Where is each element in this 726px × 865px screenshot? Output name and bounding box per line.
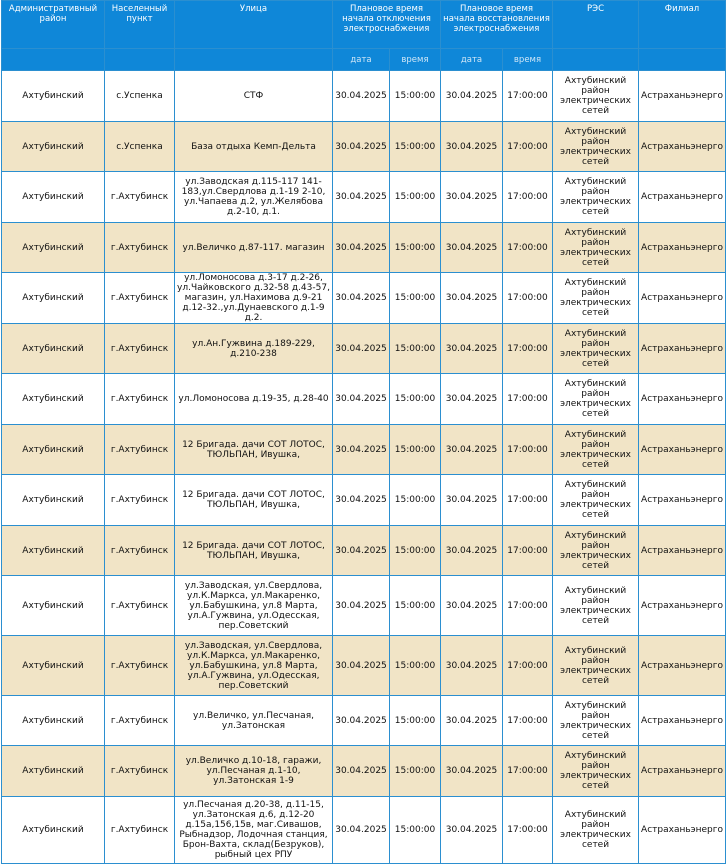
cell-district: Ахтубинский xyxy=(2,71,105,122)
cell-on-date: 30.04.2025 xyxy=(441,122,503,172)
cell-street: ул.Величко, ул.Песчаная, ул.Затонская xyxy=(175,696,333,746)
cell-on-date: 30.04.2025 xyxy=(441,526,503,576)
table-row xyxy=(2,526,726,576)
table-body xyxy=(2,71,726,864)
cell-on-time: 17:00:00 xyxy=(503,636,553,696)
table-row xyxy=(2,172,726,223)
cell-on-time: 17:00:00 xyxy=(503,273,553,324)
cell-street: ул.Ломоносова д.19-35, д.28-40 xyxy=(175,374,333,425)
cell-res: Ахтубинский район электрических сетей xyxy=(553,746,639,797)
cell-off-time: 15:00:00 xyxy=(390,797,441,864)
cell-res: Ахтубинский район электрических сетей xyxy=(553,526,639,576)
cell-branch: Астраханьэнерго xyxy=(639,526,726,576)
header-locality: Населенный пункт xyxy=(105,1,175,49)
table-row xyxy=(2,324,726,374)
cell-branch: Астраханьэнерго xyxy=(639,71,726,122)
cell-on-date: 30.04.2025 xyxy=(441,374,503,425)
cell-street: ул.Величко д.10-18, гаражи, ул.Песчаная д.1-10, ул.Затонская 1-9 xyxy=(175,746,333,797)
cell-on-date: 30.04.2025 xyxy=(441,696,503,746)
cell-on-time: 17:00:00 xyxy=(503,122,553,172)
cell-off-time: 15:00:00 xyxy=(390,223,441,273)
cell-on-date: 30.04.2025 xyxy=(441,576,503,636)
header-res: РЭС xyxy=(553,1,639,49)
header-blank xyxy=(639,49,726,71)
cell-on-date: 30.04.2025 xyxy=(441,71,503,122)
cell-locality: г.Ахтубинск xyxy=(105,223,175,273)
cell-on-time: 17:00:00 xyxy=(503,324,553,374)
cell-off-date: 30.04.2025 xyxy=(333,636,390,696)
cell-res: Ахтубинский район электрических сетей xyxy=(553,374,639,425)
cell-res: Ахтубинский район электрических сетей xyxy=(553,425,639,475)
cell-branch: Астраханьэнерго xyxy=(639,273,726,324)
table-row xyxy=(2,71,726,122)
cell-on-time: 17:00:00 xyxy=(503,797,553,864)
header-blank xyxy=(175,49,333,71)
cell-district: Ахтубинский xyxy=(2,425,105,475)
cell-on-time: 17:00:00 xyxy=(503,71,553,122)
cell-district: Ахтубинский xyxy=(2,475,105,526)
cell-street: 12 Бригада. дачи СОТ ЛОТОС, ТЮЛЬПАН, Ивушка, xyxy=(175,475,333,526)
outage-schedule-table xyxy=(1,0,726,864)
cell-on-time: 17:00:00 xyxy=(503,425,553,475)
cell-on-date: 30.04.2025 xyxy=(441,746,503,797)
cell-branch: Астраханьэнерго xyxy=(639,696,726,746)
cell-district: Ахтубинский xyxy=(2,526,105,576)
table-row xyxy=(2,273,726,324)
cell-district: Ахтубинский xyxy=(2,636,105,696)
subheader-on-date: дата xyxy=(441,49,503,71)
cell-street: ул.Песчаная д.20-38, д.11-15, ул.Затонская д.6, д.12-20 д.15а,156,15в, маг.Сивашов, Рыбнадзор, Лодочная станция, Брон-Вахта, склад(Безруков), рыбный цех РПУ xyxy=(175,797,333,864)
cell-off-time: 15:00:00 xyxy=(390,324,441,374)
cell-off-date: 30.04.2025 xyxy=(333,324,390,374)
cell-on-date: 30.04.2025 xyxy=(441,425,503,475)
cell-street: ул.Заводская, ул.Свердлова, ул.К.Маркса, ул.Макаренко, ул.Бабушкина, ул.8 Марта, ул.А.Гужвина, ул.Одесская, пер.Советский xyxy=(175,576,333,636)
cell-on-time: 17:00:00 xyxy=(503,696,553,746)
cell-on-time: 17:00:00 xyxy=(503,223,553,273)
cell-street: СТФ xyxy=(175,71,333,122)
cell-branch: Астраханьэнерго xyxy=(639,636,726,696)
cell-off-date: 30.04.2025 xyxy=(333,172,390,223)
cell-branch: Астраханьэнерго xyxy=(639,746,726,797)
cell-on-time: 17:00:00 xyxy=(503,374,553,425)
header-on-time: Плановое время начала восстановления электроснабжения xyxy=(441,1,553,49)
cell-off-date: 30.04.2025 xyxy=(333,576,390,636)
cell-off-time: 15:00:00 xyxy=(390,71,441,122)
cell-street: База отдыха Кемп-Дельта xyxy=(175,122,333,172)
header-street: Улица xyxy=(175,1,333,49)
cell-district: Ахтубинский xyxy=(2,223,105,273)
cell-on-date: 30.04.2025 xyxy=(441,172,503,223)
cell-branch: Астраханьэнерго xyxy=(639,797,726,864)
cell-res: Ахтубинский район электрических сетей xyxy=(553,223,639,273)
header-blank xyxy=(2,49,105,71)
cell-res: Ахтубинский район электрических сетей xyxy=(553,324,639,374)
cell-off-time: 15:00:00 xyxy=(390,425,441,475)
cell-res: Ахтубинский район электрических сетей xyxy=(553,122,639,172)
cell-district: Ахтубинский xyxy=(2,172,105,223)
cell-off-date: 30.04.2025 xyxy=(333,223,390,273)
table-row xyxy=(2,696,726,746)
cell-on-date: 30.04.2025 xyxy=(441,797,503,864)
cell-branch: Астраханьэнерго xyxy=(639,576,726,636)
cell-locality: г.Ахтубинск xyxy=(105,374,175,425)
cell-off-time: 15:00:00 xyxy=(390,374,441,425)
table-row xyxy=(2,374,726,425)
cell-district: Ахтубинский xyxy=(2,122,105,172)
cell-branch: Астраханьэнерго xyxy=(639,324,726,374)
cell-off-date: 30.04.2025 xyxy=(333,122,390,172)
cell-on-time: 17:00:00 xyxy=(503,475,553,526)
table-row xyxy=(2,636,726,696)
cell-res: Ахтубинский район электрических сетей xyxy=(553,636,639,696)
cell-res: Ахтубинский район электрических сетей xyxy=(553,71,639,122)
cell-off-time: 15:00:00 xyxy=(390,273,441,324)
table-row xyxy=(2,475,726,526)
cell-off-date: 30.04.2025 xyxy=(333,797,390,864)
cell-res: Ахтубинский район электрических сетей xyxy=(553,576,639,636)
cell-on-time: 17:00:00 xyxy=(503,576,553,636)
cell-locality: г.Ахтубинск xyxy=(105,746,175,797)
cell-locality: г.Ахтубинск xyxy=(105,172,175,223)
cell-street: ул.Величко д.87-117. магазин xyxy=(175,223,333,273)
cell-locality: г.Ахтубинск xyxy=(105,475,175,526)
cell-locality: с.Успенка xyxy=(105,122,175,172)
cell-off-time: 15:00:00 xyxy=(390,636,441,696)
cell-on-time: 17:00:00 xyxy=(503,746,553,797)
cell-district: Ахтубинский xyxy=(2,273,105,324)
cell-on-date: 30.04.2025 xyxy=(441,223,503,273)
cell-off-date: 30.04.2025 xyxy=(333,71,390,122)
cell-branch: Астраханьэнерго xyxy=(639,122,726,172)
cell-on-time: 17:00:00 xyxy=(503,172,553,223)
cell-res: Ахтубинский район электрических сетей xyxy=(553,696,639,746)
cell-off-date: 30.04.2025 xyxy=(333,374,390,425)
cell-off-time: 15:00:00 xyxy=(390,526,441,576)
cell-street: ул.Ломоносова д.3-17 д.2-26, ул.Чайковского д.32-58 д.43-57, магазин, ул.Нахимова д.9-21 д.12-32.,ул.Дунаевского д.1-9 д.2. xyxy=(175,273,333,324)
cell-on-date: 30.04.2025 xyxy=(441,324,503,374)
cell-res: Ахтубинский район электрических сетей xyxy=(553,475,639,526)
cell-branch: Астраханьэнерго xyxy=(639,223,726,273)
table-row xyxy=(2,425,726,475)
cell-locality: г.Ахтубинск xyxy=(105,324,175,374)
cell-off-date: 30.04.2025 xyxy=(333,526,390,576)
cell-off-time: 15:00:00 xyxy=(390,475,441,526)
cell-district: Ахтубинский xyxy=(2,576,105,636)
cell-res: Ахтубинский район электрических сетей xyxy=(553,273,639,324)
cell-on-date: 30.04.2025 xyxy=(441,273,503,324)
cell-street: 12 Бригада. дачи СОТ ЛОТОС, ТЮЛЬПАН, Ивушка, xyxy=(175,425,333,475)
cell-locality: г.Ахтубинск xyxy=(105,696,175,746)
table-row xyxy=(2,122,726,172)
header-branch: Филиал xyxy=(639,1,726,49)
cell-district: Ахтубинский xyxy=(2,746,105,797)
cell-street: 12 Бригада. дачи СОТ ЛОТОС, ТЮЛЬПАН, Ивушка, xyxy=(175,526,333,576)
cell-branch: Астраханьэнерго xyxy=(639,425,726,475)
cell-street: ул.Ан.Гужвина д.189-229, д.210-238 xyxy=(175,324,333,374)
cell-locality: г.Ахтубинск xyxy=(105,576,175,636)
subheader-off-date: дата xyxy=(333,49,390,71)
cell-district: Ахтубинский xyxy=(2,797,105,864)
cell-off-date: 30.04.2025 xyxy=(333,273,390,324)
header-off-time: Плановое время начала отключения электроснабжения xyxy=(333,1,441,49)
cell-locality: г.Ахтубинск xyxy=(105,797,175,864)
cell-locality: г.Ахтубинск xyxy=(105,425,175,475)
header-blank xyxy=(105,49,175,71)
cell-on-date: 30.04.2025 xyxy=(441,636,503,696)
subheader-on-time: время xyxy=(503,49,553,71)
cell-off-time: 15:00:00 xyxy=(390,576,441,636)
cell-off-date: 30.04.2025 xyxy=(333,425,390,475)
header-district: Административный район xyxy=(2,1,105,49)
table-row xyxy=(2,746,726,797)
cell-street: ул.Заводская д.115-117 141-183,ул.Свердлова д.1-19 2-10, ул.Чапаева д.2, ул.Желябова д.2-10, д.1. xyxy=(175,172,333,223)
cell-off-date: 30.04.2025 xyxy=(333,746,390,797)
table-row xyxy=(2,797,726,864)
cell-district: Ахтубинский xyxy=(2,324,105,374)
cell-locality: г.Ахтубинск xyxy=(105,273,175,324)
cell-street: ул.Заводская, ул.Свердлова, ул.К.Маркса, ул.Макаренко, ул.Бабушкина, ул.8 Марта, ул.А.Гужвина, ул.Одесская, пер.Советский xyxy=(175,636,333,696)
cell-off-time: 15:00:00 xyxy=(390,172,441,223)
subheader-off-time: время xyxy=(390,49,441,71)
cell-off-date: 30.04.2025 xyxy=(333,696,390,746)
cell-off-time: 15:00:00 xyxy=(390,696,441,746)
cell-off-time: 15:00:00 xyxy=(390,746,441,797)
cell-off-time: 15:00:00 xyxy=(390,122,441,172)
cell-on-time: 17:00:00 xyxy=(503,526,553,576)
table-row xyxy=(2,576,726,636)
cell-off-date: 30.04.2025 xyxy=(333,475,390,526)
cell-on-date: 30.04.2025 xyxy=(441,475,503,526)
cell-locality: с.Успенка xyxy=(105,71,175,122)
cell-res: Ахтубинский район электрических сетей xyxy=(553,172,639,223)
cell-branch: Астраханьэнерго xyxy=(639,374,726,425)
cell-branch: Астраханьэнерго xyxy=(639,172,726,223)
table-row xyxy=(2,223,726,273)
cell-locality: г.Ахтубинск xyxy=(105,526,175,576)
header-blank xyxy=(553,49,639,71)
cell-res: Ахтубинский район электрических сетей xyxy=(553,797,639,864)
cell-district: Ахтубинский xyxy=(2,374,105,425)
cell-district: Ахтубинский xyxy=(2,696,105,746)
cell-locality: г.Ахтубинск xyxy=(105,636,175,696)
cell-branch: Астраханьэнерго xyxy=(639,475,726,526)
